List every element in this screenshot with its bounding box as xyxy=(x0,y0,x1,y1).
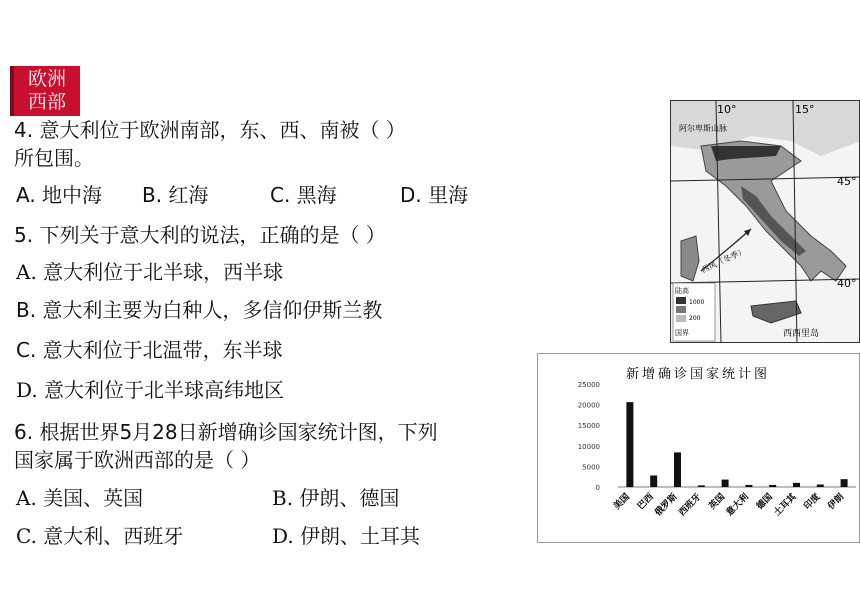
bar-0 xyxy=(626,402,633,487)
legend-title: 陆高 xyxy=(675,287,689,295)
legend-border-label: 国界 xyxy=(675,329,689,337)
question-6-stem-cont: 国家属于欧洲西部的是（ ） xyxy=(14,448,261,472)
question-4-stem: 4. 意大利位于欧洲南部，东、西、南被（ ） xyxy=(14,118,406,142)
y-tick-label: 10000 xyxy=(577,442,600,451)
x-tick-label: 意大利 xyxy=(724,492,752,519)
question-6-stem: 6. 根据世界5月28日新增确诊国家统计图，下列 xyxy=(14,420,438,444)
bar-7 xyxy=(793,483,800,487)
wind-label: 西风（冬季） xyxy=(700,246,748,275)
legend-swatch-low xyxy=(676,315,686,322)
q5-option-c[interactable]: C. 意大利位于北温带，东半球 xyxy=(16,338,283,362)
q4-option-a[interactable]: A. 地中海 xyxy=(16,183,103,207)
x-tick-label: 印度 xyxy=(802,492,823,512)
bar-9 xyxy=(841,479,848,487)
parallel-40 xyxy=(671,279,860,283)
legend-swatch-high xyxy=(676,297,686,304)
legend-swatch-mid xyxy=(676,306,686,313)
y-tick-label: 15000 xyxy=(577,422,600,431)
cases-bar-chart xyxy=(537,353,860,543)
sicily-label: 西西里岛 xyxy=(783,329,820,339)
q6-option-b[interactable]: B. 伊朗、德国 xyxy=(272,486,400,510)
italy-map xyxy=(670,100,860,343)
x-tick-label: 伊朗 xyxy=(826,492,847,512)
bar-6 xyxy=(769,485,776,487)
legend-value-1000: 1000 xyxy=(689,299,705,306)
lat-label-40: 40° xyxy=(837,277,857,290)
section-badge xyxy=(10,66,80,116)
x-tick-label: 西班牙 xyxy=(677,492,704,519)
question-5-stem: 5. 下列关于意大利的说法，正确的是（ ） xyxy=(14,223,386,247)
sardinia-island xyxy=(681,236,699,281)
y-tick-label: 25000 xyxy=(577,381,600,389)
q6-option-c[interactable]: C. 意大利、西班牙 xyxy=(16,524,184,548)
y-tick-label: 0 xyxy=(595,484,600,492)
bar-8 xyxy=(817,485,824,487)
x-tick-label: 俄罗斯 xyxy=(653,492,680,519)
q4-option-b[interactable]: B. 红海 xyxy=(142,183,209,207)
lon-label-15: 15° xyxy=(795,103,815,116)
x-tick-label: 德国 xyxy=(755,492,775,512)
q5-option-d[interactable]: D. 意大利位于北半球高纬地区 xyxy=(16,378,285,402)
q6-option-a[interactable]: A. 美国、英国 xyxy=(16,486,144,510)
bar-chart-graphic xyxy=(538,354,860,544)
legend-value-200: 200 xyxy=(689,315,701,322)
bar-5 xyxy=(745,485,752,487)
x-tick-label: 土耳其 xyxy=(772,492,799,519)
y-tick-label: 20000 xyxy=(577,401,600,410)
y-tick-label: 5000 xyxy=(582,463,600,472)
q5-option-a[interactable]: A. 意大利位于北半球，西半球 xyxy=(16,260,284,284)
bar-4 xyxy=(722,480,729,487)
alps-label: 阿尔卑斯山脉 xyxy=(679,124,727,133)
x-tick-label: 英国 xyxy=(707,492,728,512)
bar-3 xyxy=(698,485,705,487)
chart-title: 新增确诊国家统计图 xyxy=(625,367,771,382)
x-tick-label: 美国 xyxy=(612,492,633,512)
bar-1 xyxy=(650,475,657,487)
question-4-stem-cont: 所包围。 xyxy=(14,146,94,170)
sicily-island xyxy=(751,301,801,323)
badge-line-2: 西部 xyxy=(27,91,66,113)
q4-option-d[interactable]: D. 里海 xyxy=(400,183,469,207)
x-tick-label: 巴西 xyxy=(636,492,656,512)
q6-option-d[interactable]: D. 伊朗、土耳其 xyxy=(272,524,421,548)
badge-line-1: 欧洲 xyxy=(27,68,66,90)
bar-2 xyxy=(674,452,681,487)
italy-map-graphic xyxy=(671,101,860,343)
lon-label-10: 10° xyxy=(717,103,737,116)
q5-option-b[interactable]: B. 意大利主要为白种人，多信仰伊斯兰教 xyxy=(16,298,383,322)
lat-label-45: 45° xyxy=(837,175,857,188)
q4-option-c[interactable]: C. 黑海 xyxy=(270,183,337,207)
